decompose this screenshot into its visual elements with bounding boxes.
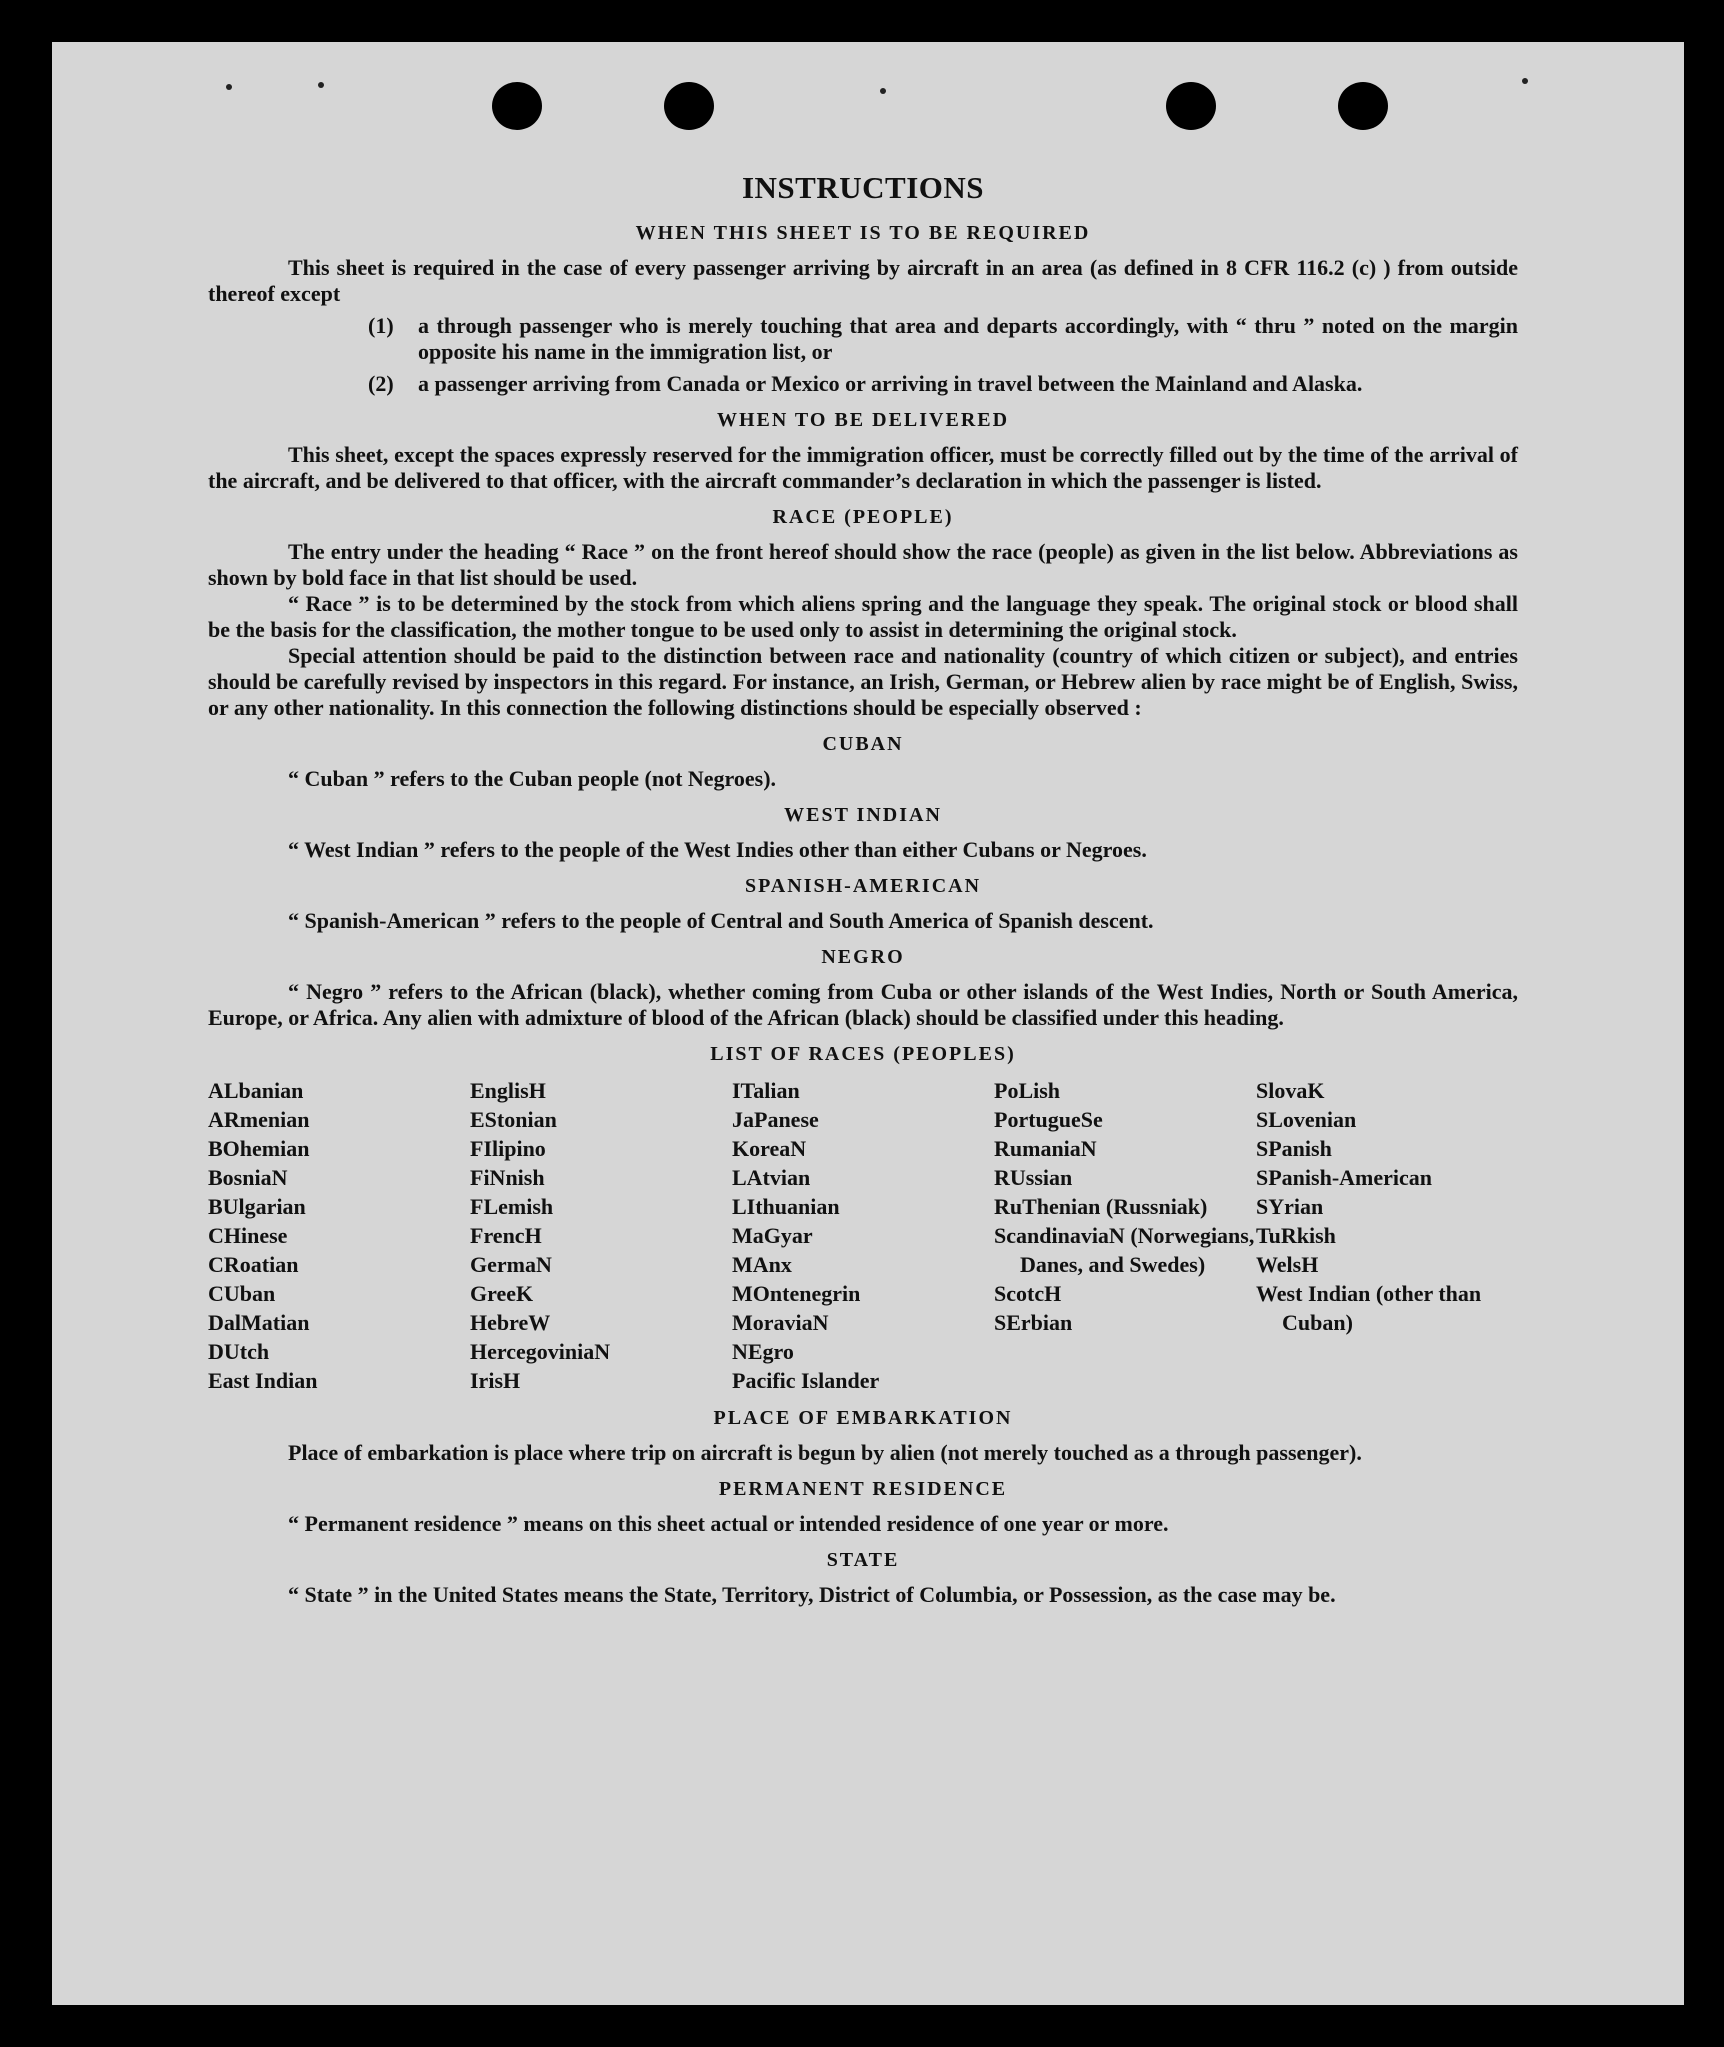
west-indian-text: “ West Indian ” refers to the people of the West Indies other than either Cubans or Negroes. [288, 837, 1147, 862]
race-item: BUlgarian [208, 1194, 306, 1219]
race-item: EnglisH [470, 1078, 546, 1103]
list-item [368, 313, 1518, 365]
race-paragraph: Special attention should be paid to the distinction between race and nationality (country of which citizen or subject), and entries should be carefully revised by inspectors in this regard. For instance, an Irish, German, or Hebrew alien by race might be of English, Swiss, or any other nationality. In this connection the following distinctions should be especially observed : [208, 643, 1518, 720]
speck [880, 88, 886, 94]
race-item: SPanish-American [1256, 1165, 1432, 1190]
race-item: West Indian (other than Cuban) [1256, 1281, 1482, 1335]
races-table [208, 1076, 1518, 1395]
race-item: LAtvian [732, 1165, 811, 1190]
residence-text: “ Permanent residence ” means on this sheet actual or intended residence of one year or more. [288, 1511, 1169, 1536]
speck [318, 82, 324, 88]
race-item: ScandinaviaN (Norwegians, Danes, and Swedes) [994, 1223, 1255, 1277]
list-text: a through passenger who is merely touching that area and departs accordingly, with “ thru ” noted on the margin opposite his name in the immigration list, or [418, 313, 1518, 364]
race-item: RumaniaN [994, 1136, 1097, 1161]
race-item: EStonian [470, 1107, 557, 1132]
race-item: DalMatian [208, 1310, 310, 1335]
heading-required: WHEN THIS SHEET IS TO BE REQUIRED [635, 222, 1091, 244]
heading-residence: PERMANENT RESIDENCE [718, 1478, 1008, 1500]
race-item: IrisH [470, 1368, 521, 1393]
cuban-text: “ Cuban ” refers to the Cuban people (not Negroes). [288, 766, 777, 791]
race-item: SPanish [1256, 1136, 1332, 1161]
race-item: HebreW [470, 1310, 551, 1335]
heading-state: STATE [826, 1549, 900, 1571]
page-title: INSTRUCTIONS [741, 170, 984, 205]
list-item [368, 371, 1518, 397]
race-item: GermaN [470, 1252, 552, 1277]
instructions-content [208, 170, 1518, 1608]
negro-text: “ Negro ” refers to the African (black), whether coming from Cuba or other islands of the West Indies, North or South America, Europe, or Africa. Any alien with admixture of blood of the African (black) should be classified under this heading. [208, 979, 1518, 1030]
required-intro: This sheet is required in the case of every passenger arriving by aircraft in an area (as defined in 8 CFR 116.2 (c) ) from outside thereof except [208, 255, 1518, 306]
heading-cuban: CUBAN [822, 733, 904, 755]
race-item: FLemish [470, 1194, 554, 1219]
race-item: SYrian [1256, 1194, 1324, 1219]
embarkation-text: Place of embarkation is place where trip on aircraft is begun by alien (not merely touched as a through passenger). [288, 1440, 1362, 1465]
race-item: CUban [208, 1281, 276, 1306]
race-item: ALbanian [208, 1078, 304, 1103]
heading-races-list: LIST OF RACES (PEOPLES) [710, 1043, 1016, 1065]
heading-spanish-american: SPANISH-AMERICAN [744, 875, 982, 897]
spanish-american-text: “ Spanish-American ” refers to the people of Central and South America of Spanish descent. [288, 908, 1154, 933]
heading-west-indian: WEST INDIAN [784, 804, 942, 826]
race-item: TuRkish [1256, 1223, 1336, 1248]
state-text: “ State ” in the United States means the State, Territory, District of Columbia, or Possession, as the case may be. [288, 1582, 1336, 1607]
race-item: FrencH [470, 1223, 542, 1248]
document-sheet [52, 42, 1684, 2005]
race-item: MAnx [732, 1252, 792, 1277]
speck [226, 84, 232, 90]
race-item: SLovenian [1256, 1107, 1357, 1132]
race-item: WelsH [1256, 1252, 1319, 1277]
heading-delivered: WHEN TO BE DELIVERED [716, 409, 1010, 431]
races-column [732, 1076, 994, 1395]
race-item: ScotcH [994, 1281, 1062, 1306]
punch-hole [492, 82, 542, 130]
race-item: FiNnish [470, 1165, 545, 1190]
race-item: MOntenegrin [732, 1281, 861, 1306]
race-item: DUtch [208, 1339, 270, 1364]
races-column [208, 1076, 470, 1395]
race-item: PoLish [994, 1078, 1061, 1103]
race-item: MoraviaN [732, 1310, 829, 1335]
race-paragraph: The entry under the heading “ Race ” on the front hereof should show the race (people) as given in the list below. Abbreviations as shown by bold face in that list should be used. [208, 539, 1518, 590]
heading-negro: NEGRO [821, 946, 905, 968]
race-item: NEgro [732, 1339, 794, 1364]
race-paragraph: “ Race ” is to be determined by the stock from which aliens spring and the language they speak. The original stock or blood shall be the basis for the classification, the mother tongue to be used only to assist in determining the original stock. [208, 591, 1518, 642]
delivered-text: This sheet, except the spaces expressly reserved for the immigration officer, must be correctly filled out by the time of the arrival of the aircraft, and be delivered to that officer, with the aircraft commander’s declaration in which the passenger is listed. [208, 442, 1518, 493]
heading-race: RACE (PEOPLE) [772, 506, 954, 528]
race-item: SlovaK [1256, 1078, 1325, 1103]
race-item: LIthuanian [732, 1194, 840, 1219]
race-item: CHinese [208, 1223, 288, 1248]
punch-hole [664, 82, 714, 130]
list-number: (2) [368, 371, 394, 396]
race-item: ARmenian [208, 1107, 310, 1132]
race-item: Pacific Islander [732, 1368, 880, 1393]
race-item: KoreaN [732, 1136, 807, 1161]
race-item: BOhemian [208, 1136, 310, 1161]
race-item: ITalian [732, 1078, 800, 1103]
race-item: RUssian [994, 1165, 1073, 1190]
speck [1522, 78, 1528, 84]
race-item: CRoatian [208, 1252, 299, 1277]
race-item: HercegoviniaN [470, 1339, 611, 1364]
races-column [1256, 1076, 1518, 1395]
race-item: PortugueSe [994, 1107, 1103, 1132]
race-item: SErbian [994, 1310, 1073, 1335]
race-item: BosniaN [208, 1165, 288, 1190]
races-column [994, 1076, 1256, 1395]
punch-hole [1338, 82, 1388, 130]
race-item: East Indian [208, 1368, 318, 1393]
race-item: FIlipino [470, 1136, 546, 1161]
race-item: MaGyar [732, 1223, 813, 1248]
race-item: RuThenian (Russniak) [994, 1194, 1208, 1219]
list-number: (1) [368, 313, 394, 338]
race-item: GreeK [470, 1281, 534, 1306]
heading-embarkation: PLACE OF EMBARKATION [713, 1407, 1013, 1429]
list-text: a passenger arriving from Canada or Mexico or arriving in travel between the Mainland and Alaska. [418, 371, 1363, 396]
punch-hole [1166, 82, 1216, 130]
race-item: JaPanese [732, 1107, 819, 1132]
races-column [470, 1076, 732, 1395]
